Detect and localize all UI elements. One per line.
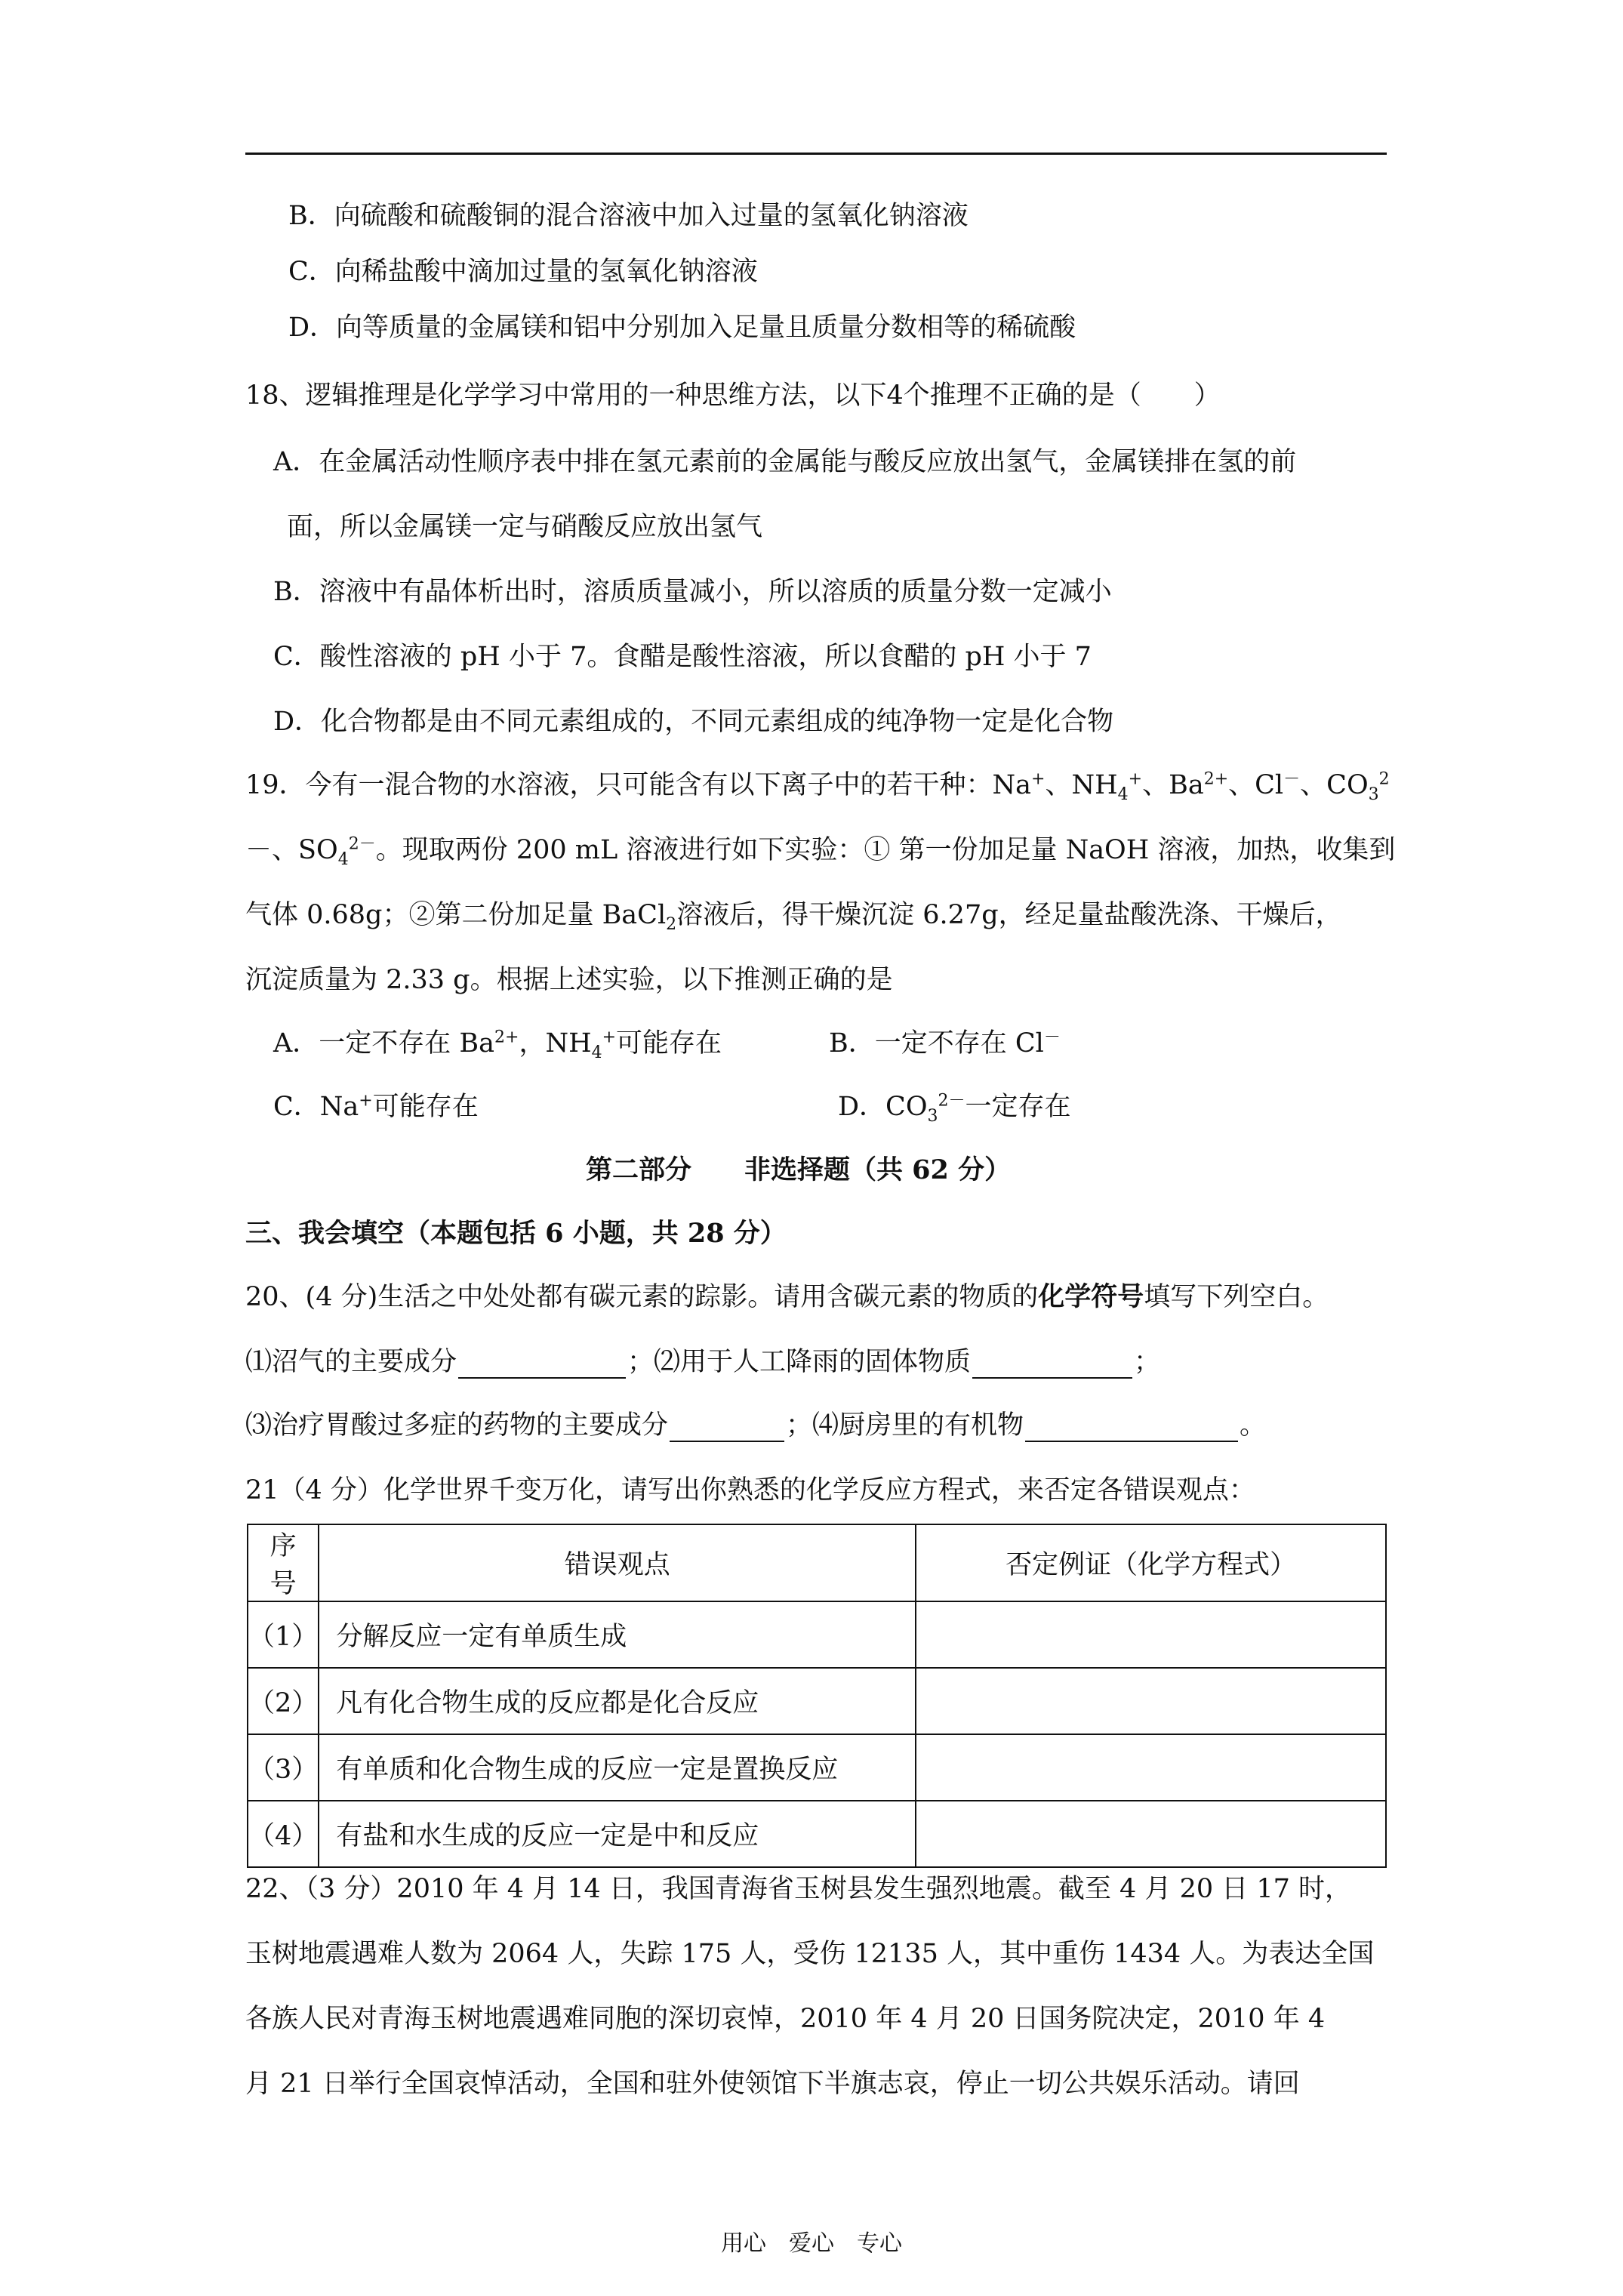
q20-item1-label: ⑴沼气的主要成分 bbox=[245, 1347, 457, 1377]
q19-stem-text: 19．今有一混合物的水溶液，只可能含有以下离子中的若干种： bbox=[245, 770, 993, 800]
q20-item2-label: ；⑵用于人工降雨的固体物质 bbox=[627, 1347, 972, 1377]
q19-b-cl-charge: － bbox=[1043, 1028, 1061, 1047]
header-rule bbox=[245, 153, 1387, 155]
ion-so4: SO bbox=[298, 835, 338, 865]
q19-option-a-text: A．一定不存在 Ba bbox=[273, 1028, 494, 1059]
q19-option-b-text: B．一定不存在 Cl bbox=[829, 1028, 1044, 1059]
ion-so4-sub: 4 bbox=[337, 850, 349, 869]
ion-co3-charge-sign: － bbox=[245, 835, 273, 865]
q19-option-a-tail: 可能存在 bbox=[616, 1028, 722, 1059]
q19-stem-line1: 19．今有一混合物的水溶液，只可能含有以下离子中的若干种：Na+、$NH_4^+$、$Ba^{2+}$、Cl－、$CO_3^2$ bbox=[245, 769, 1390, 804]
q17-option-c: C．向稀盐酸中滴加过量的氢氧化钠溶液 bbox=[288, 257, 758, 287]
q20-stem-a: 20、(4 分)生活之中处处都有碳元素的踪影。请用含碳元素的物质的 bbox=[245, 1282, 1039, 1312]
q19-stem-line4: 沉淀质量为 2.33 g。根据上述实验，以下推测正确的是 bbox=[245, 965, 893, 995]
q19-option-c bbox=[273, 1090, 479, 1123]
q20-blank-3[interactable] bbox=[670, 1415, 784, 1442]
q19-stem-line2-text: 。现取两份 200 mL 溶液进行如下实验：① 第一份加足量 NaOH 溶液，加热，收集到 bbox=[375, 835, 1396, 865]
q20-blank-2[interactable] bbox=[972, 1351, 1132, 1379]
q20-row1 bbox=[245, 1345, 1160, 1379]
row-opinion: 凡有化合物生成的反应都是化合反应 bbox=[319, 1668, 916, 1734]
ion-ba-charge: 2+ bbox=[1203, 769, 1229, 789]
q22-line2: 玉树地震遇难人数为 2064 人，失踪 175 人，受伤 12135 人，其中重伤 1434 人。为表达全国 bbox=[245, 1939, 1375, 1969]
row-opinion: 分解反应一定有单质生成 bbox=[319, 1601, 916, 1668]
q18-option-a-line2: 面，所以金属镁一定与硝酸反应放出氢气 bbox=[287, 512, 763, 542]
ion-co3: CO bbox=[1326, 770, 1369, 800]
table-header-row bbox=[248, 1524, 1386, 1601]
table-row bbox=[248, 1601, 1386, 1668]
row-number: （4） bbox=[248, 1801, 319, 1867]
q19-stem-line3-a: 气体 0.68g；②第二份加足量 BaCl bbox=[245, 900, 667, 930]
row-example-answer[interactable] bbox=[916, 1734, 1386, 1801]
col-header-opinion: 错误观点 bbox=[319, 1524, 916, 1601]
row-number: （1） bbox=[248, 1601, 319, 1668]
q18-option-a-line1: A．在金属活动性顺序表中排在氢元素前的金属能与酸反应放出氢气，金属镁排在氢的前 bbox=[273, 447, 1297, 477]
q18-stem: 18、逻辑推理是化学学习中常用的一种思维方法，以下4个推理不正确的是（ ） bbox=[245, 381, 1221, 411]
q19-stem-line3-b: 溶液后，得干燥沉淀 6.27g，经足量盐酸洗涤、干燥后， bbox=[676, 900, 1342, 930]
q20-item3-label: ⑶治疗胃酸过多症的药物的主要成分 bbox=[245, 1410, 669, 1441]
q20-blank-4[interactable] bbox=[1025, 1415, 1238, 1442]
q20-item4-label: ；⑷厨房里的有机物 bbox=[786, 1410, 1024, 1441]
table-row bbox=[248, 1801, 1386, 1867]
q18-option-b: B．溶液中有晶体析出时，溶质质量减小，所以溶质的质量分数一定减小 bbox=[273, 577, 1112, 607]
q19-d-co3-sub: 3 bbox=[927, 1107, 938, 1126]
row-example-answer[interactable] bbox=[916, 1801, 1386, 1867]
q18-option-c: C．酸性溶液的 pH 小于 7。食醋是酸性溶液，所以食醋的 pH 小于 7 bbox=[273, 642, 1092, 672]
ion-co3-charge: 2 bbox=[1378, 769, 1390, 789]
col-header-example: 否定例证（化学方程式） bbox=[916, 1524, 1386, 1601]
q19-stem-line2: －、$SO_4^{2-}$。现取两份 200 mL 溶液进行如下实验：① 第一份加足量 NaOH 溶液，加热，收集到 bbox=[245, 834, 1396, 869]
q19-a-ba-charge: 2+ bbox=[494, 1028, 519, 1047]
q20-stem bbox=[245, 1281, 1329, 1314]
q19-option-c-tail: 可能存在 bbox=[372, 1092, 479, 1122]
ion-ba: Ba bbox=[1169, 770, 1204, 800]
row-number: （3） bbox=[248, 1734, 319, 1801]
q19-d-co3-charge: 2－ bbox=[938, 1091, 965, 1111]
ion-co3-sub: 3 bbox=[1368, 785, 1379, 804]
ion-nh4-sub: 4 bbox=[1117, 785, 1129, 804]
q19-option-d-text: D．CO bbox=[838, 1092, 928, 1122]
ion-cl-charge: － bbox=[1283, 769, 1301, 789]
q20-item2-end: ； bbox=[1134, 1347, 1161, 1377]
q19-stem-line3 bbox=[245, 898, 1342, 932]
table-row bbox=[248, 1734, 1386, 1801]
row-opinion: 有单质和化合物生成的反应一定是置换反应 bbox=[319, 1734, 916, 1801]
q20-item4-end: 。 bbox=[1240, 1410, 1267, 1441]
q20-stem-b: 填写下列空白。 bbox=[1144, 1282, 1329, 1312]
q19-c-na-charge: + bbox=[359, 1091, 373, 1111]
q20-row2 bbox=[245, 1409, 1266, 1442]
page-footer: 用心 爱心 专心 bbox=[721, 2230, 902, 2257]
q19-a-nh4-sub: 4 bbox=[591, 1043, 602, 1062]
q22-line3: 各族人民对青海玉树地震遇难同胞的深切哀悼，2010 年 4 月 20 日国务院决定，2010 年 4 bbox=[245, 2004, 1326, 2034]
q19-option-d bbox=[838, 1090, 1071, 1126]
q19-option-c-text: C．Na bbox=[273, 1092, 359, 1122]
bacl2-sub: 2 bbox=[666, 915, 677, 934]
q21-stem: 21（4 分）化学世界千变万化，请写出你熟悉的化学反应方程式，来否定各错误观点： bbox=[245, 1475, 1255, 1505]
q17-option-d: D．向等质量的金属镁和铝中分别加入足量且质量分数相等的稀硫酸 bbox=[288, 313, 1076, 343]
row-example-answer[interactable] bbox=[916, 1668, 1386, 1734]
col-header-number: 序号 bbox=[248, 1524, 319, 1601]
q20-stem-emphasis: 化学符号 bbox=[1038, 1281, 1144, 1312]
ion-na: Na bbox=[992, 770, 1032, 800]
section-three-heading: 三、我会填空（本题包括 6 小题，共 28 分） bbox=[245, 1218, 787, 1249]
ion-na-charge: + bbox=[1031, 769, 1046, 789]
row-number: （2） bbox=[248, 1668, 319, 1734]
q19-option-a-nh: ，NH bbox=[519, 1028, 592, 1059]
q19-option-d-tail: 一定存在 bbox=[965, 1092, 1071, 1122]
ion-nh4: NH bbox=[1071, 770, 1118, 800]
section-part-two-heading: 第二部分 非选择题（共 62 分） bbox=[586, 1154, 1012, 1185]
q21-table bbox=[247, 1524, 1387, 1868]
q22-line4: 月 21 日举行全国哀悼活动，全国和驻外使领馆下半旗志哀，停止一切公共娱乐活动。请回 bbox=[245, 2069, 1300, 2099]
ion-nh4-charge: + bbox=[1128, 769, 1143, 789]
q17-option-b: B．向硫酸和硫酸铜的混合溶液中加入过量的氢氧化钠溶液 bbox=[288, 201, 969, 231]
row-opinion: 有盐和水生成的反应一定是中和反应 bbox=[319, 1801, 916, 1867]
q19-option-b bbox=[829, 1027, 1061, 1060]
q19-a-nh4-charge: + bbox=[602, 1028, 617, 1047]
table-row bbox=[248, 1668, 1386, 1734]
ion-cl: Cl bbox=[1255, 770, 1284, 800]
ion-so4-charge: 2－ bbox=[348, 834, 376, 854]
q22-line1: 22、（3 分）2010 年 4 月 14 日，我国青海省玉树县发生强烈地震。截至 4 月 20 日 17 时， bbox=[245, 1874, 1352, 1904]
row-example-answer[interactable] bbox=[916, 1601, 1386, 1668]
q18-option-d: D．化合物都是由不同元素组成的，不同元素组成的纯净物一定是化合物 bbox=[273, 707, 1114, 737]
q19-option-a bbox=[273, 1027, 722, 1060]
q20-blank-1[interactable] bbox=[458, 1351, 626, 1379]
